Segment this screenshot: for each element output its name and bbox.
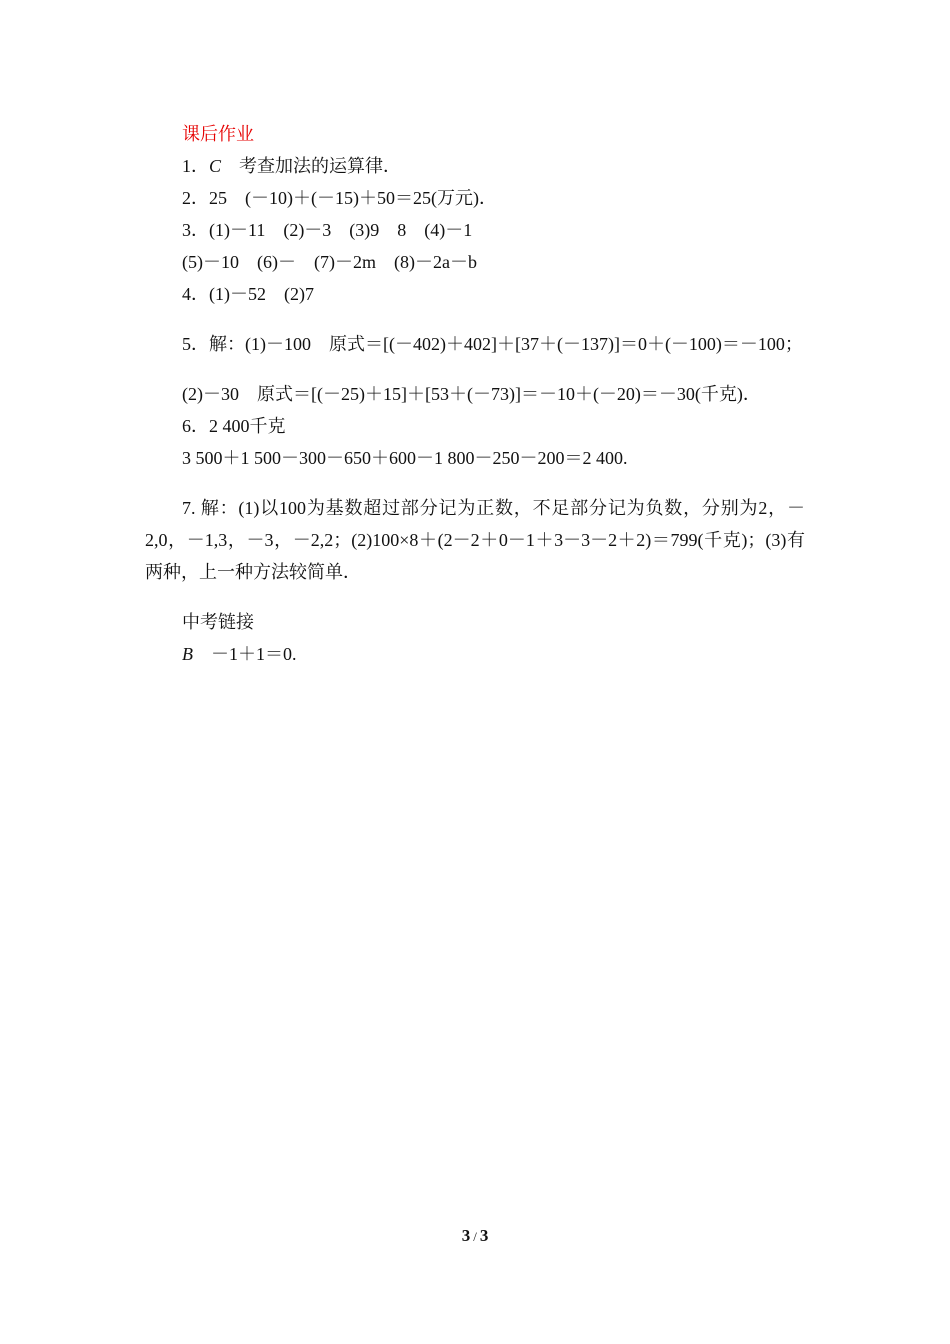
- answer-1-num: 1．: [182, 156, 209, 176]
- page-total: 3: [479, 1226, 489, 1245]
- answer-5: 5．解：(1)－100 原式＝[(－402)＋402]＋[37＋(－137)]＝0＋(－100)＝－100；: [182, 334, 803, 354]
- page-separator: /: [473, 1229, 477, 1244]
- section-title: 课后作业: [182, 124, 254, 144]
- answer-1-letter: C: [209, 156, 222, 176]
- answer-1-text: 考查加法的运算律．: [221, 156, 402, 176]
- answer-1: [145, 150, 805, 182]
- answer-5-part2: (2)－30 原式＝[(－25)＋15]＋[53＋(－73)]＝－10＋(－20)＝－30(千克)．: [182, 384, 761, 404]
- answer-content: [145, 118, 805, 670]
- answer-6-calc: 3 500＋1 500－300－650＋600－1 800－250－200＝2 400.: [182, 448, 628, 468]
- zhongkao-title: 中考链接: [182, 612, 254, 632]
- page-current: 3: [461, 1226, 471, 1245]
- zhongkao-text: －1＋1＝0.: [193, 644, 297, 664]
- answer-3: 3．(1)－11 (2)－3 (3)9 8 (4)－1: [182, 220, 473, 240]
- answer-2: 2．25 (－10)＋(－15)＋50＝25(万元)．: [182, 188, 497, 208]
- answer-6: 6．2 400千克: [182, 416, 286, 436]
- answer-3-cont: (5)－10 (6)－ (7)－2m (8)－2a－b: [182, 252, 477, 272]
- zhongkao-answer: [145, 638, 805, 670]
- answer-4: 4．(1)－52 (2)7: [182, 284, 314, 304]
- answer-7: 7. 解：(1)以100为基数超过部分记为正数，不足部分记为负数，分别为2，－2,0，－1,3，－3，－2,2；(2)100×8＋(2－2＋0－1＋3－3－2＋2)＝799(千克)；(3)有两种，上一种方法较简单．: [145, 498, 805, 582]
- page-number: [0, 1226, 950, 1246]
- zhongkao-letter: B: [182, 644, 193, 664]
